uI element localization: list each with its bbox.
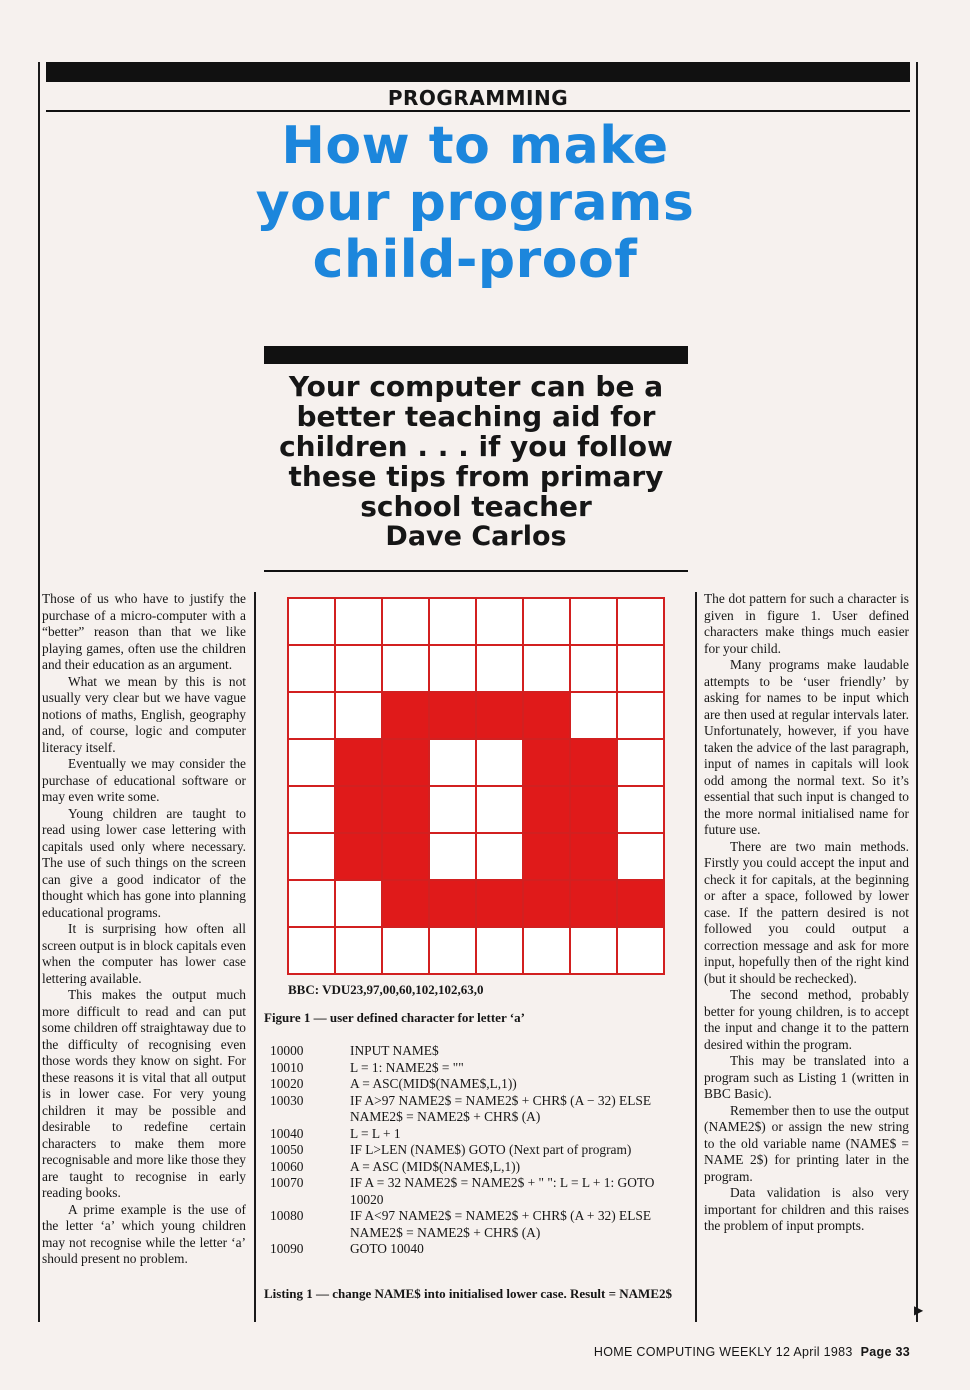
paragraph: Those of us who have to justify the purchase of a micro-computer with a “better” reason than that we like playing games, often use the children and their education as an argument. <box>42 591 246 672</box>
right-column <box>704 591 909 1235</box>
left-column <box>42 591 246 1268</box>
grid-cell-off <box>617 645 664 692</box>
grid-cell-on <box>382 880 429 927</box>
grid-cell-off <box>617 833 664 880</box>
line-code: A = ASC (MID$(NAME$,L,1)) <box>350 1158 521 1174</box>
paragraph: Remember then to use the output (NAME2$) or assign the new string to the old variable name (NAME$ = NAME 2$) for printing later in the program. <box>704 1102 909 1184</box>
line-code: INPUT NAME$ <box>350 1043 439 1058</box>
grid-cell-on <box>523 786 570 833</box>
grid-cell-off <box>617 786 664 833</box>
grid-cell-off <box>570 692 617 739</box>
grid-cell-off <box>288 927 335 974</box>
grid-cell-off <box>476 645 523 692</box>
paragraph: A prime example is the use of the letter ‘a’ which young children may not recognise while the letter ‘a’ should present no problem. <box>42 1201 246 1266</box>
listing-line <box>270 1208 688 1241</box>
grid-cell-off <box>429 645 476 692</box>
grid-cell-on <box>617 880 664 927</box>
line-number: 10050 <box>270 1142 304 1157</box>
headline: How to make your programs child-proof <box>255 116 695 290</box>
line-number: 10040 <box>270 1125 304 1141</box>
grid-cell-off <box>523 645 570 692</box>
paragraph: The dot pattern for such a character is given in figure 1. User defined characters make things much easier for your child. <box>704 591 909 656</box>
grid-cell-on <box>335 833 382 880</box>
grid-cell-off <box>429 598 476 645</box>
grid-cell-on <box>570 880 617 927</box>
page-border-right <box>916 62 918 1322</box>
grid-cell-off <box>429 786 476 833</box>
grid-cell-off <box>617 692 664 739</box>
page-border-left <box>38 62 40 1322</box>
grid-cell-off <box>335 692 382 739</box>
grid-cell-off <box>288 598 335 645</box>
page-footer <box>560 1345 910 1359</box>
listing-line <box>270 1093 688 1126</box>
header-bar <box>46 62 910 82</box>
line-number: 10010 <box>270 1059 304 1075</box>
grid-cell-on <box>570 786 617 833</box>
grid-cell-off <box>523 927 570 974</box>
grid-cell-on <box>476 880 523 927</box>
grid-cell-off <box>335 880 382 927</box>
grid-cell-on <box>335 739 382 786</box>
paragraph: Eventually we may consider the purchase of educational software or may even write some. <box>42 756 246 804</box>
grid-cell-off <box>570 927 617 974</box>
listing-line <box>270 1060 688 1077</box>
standfirst-text: Your computer can be a better teaching aid for children . . . if you follow these tips from primary school teacher <box>279 370 673 523</box>
standfirst <box>258 372 694 552</box>
grid-cell-on <box>382 833 429 880</box>
headline-bar <box>264 346 688 364</box>
listing-line <box>270 1175 688 1208</box>
grid-cell-off <box>382 927 429 974</box>
line-code: IF A<97 NAME2$ = NAME2$ + CHR$ (A + 32) ELSE NAME2$ = NAME2$ + CHR$ (A) <box>350 1208 652 1240</box>
line-code: L = L + 1 <box>350 1125 401 1141</box>
paragraph: There are two main methods. Firstly you could accept the input and check it for capitals, at the beginning or after a space, followed by lower case. If the pattern desired is not followed you could output a correction message and ask for more input, hopefully then of the right kind (but it should be rechecked). <box>704 838 909 986</box>
program-listing <box>270 1043 688 1258</box>
grid-cell-on <box>429 880 476 927</box>
paragraph: It is surprising how often all screen output is in block capitals even when the computer has lower case lettering available. <box>42 921 246 986</box>
grid-cell-off <box>288 692 335 739</box>
listing-line <box>270 1126 688 1143</box>
grid-cell-on <box>523 739 570 786</box>
grid-cell-off <box>476 786 523 833</box>
line-code: A = ASC(MID$(NAME$,L,1)) <box>350 1076 517 1091</box>
grid-cell-off <box>617 598 664 645</box>
line-number: 10020 <box>270 1076 304 1091</box>
listing-line <box>270 1142 688 1159</box>
grid-cell-off <box>617 927 664 974</box>
grid-cell-off <box>335 927 382 974</box>
paragraph: Data validation is also very important for children and this raises the problem of input prompts. <box>704 1185 909 1233</box>
author-byline: Dave Carlos <box>385 521 567 552</box>
grid-cell-off <box>476 927 523 974</box>
grid-cell-off <box>523 598 570 645</box>
section-kicker: PROGRAMMING <box>387 86 569 110</box>
kicker-rule <box>46 110 910 112</box>
listing-line <box>270 1241 688 1258</box>
grid-cell-on <box>476 692 523 739</box>
grid-cell-off <box>335 598 382 645</box>
line-number: 10000 <box>270 1043 304 1058</box>
line-number: 10030 <box>270 1092 304 1108</box>
grid-cell-off <box>288 786 335 833</box>
listing-caption: Listing 1 — change NAME$ into initialised lower case. Result = NAME2$ <box>264 1286 672 1301</box>
grid-cell-on <box>429 692 476 739</box>
grid-cell-off <box>476 739 523 786</box>
listing-line <box>270 1043 688 1060</box>
grid-cell-on <box>382 786 429 833</box>
listing-line <box>270 1076 688 1093</box>
bbc-vdu-line: BBC: VDU23,97,00,60,102,102,63,0 <box>288 982 484 997</box>
grid-cell-off <box>617 739 664 786</box>
column-divider-right <box>695 592 697 1322</box>
line-number: 10090 <box>270 1241 304 1256</box>
grid-cell-off <box>429 833 476 880</box>
paragraph: What we mean by this is not usually very clear but we have vague notions of maths, English, geography and, of course, logic and computer literacy itself. <box>42 673 246 755</box>
line-number: 10060 <box>270 1158 304 1174</box>
line-number: 10070 <box>270 1175 304 1190</box>
figure-caption: Figure 1 — user defined character for letter ‘a’ <box>264 1010 525 1025</box>
grid-cell-on <box>382 692 429 739</box>
page-number: Page 33 <box>860 1345 910 1359</box>
standfirst-rule <box>264 570 688 572</box>
grid-cell-off <box>429 739 476 786</box>
grid-cell-off <box>476 598 523 645</box>
grid-cell-off <box>382 645 429 692</box>
grid-cell-off <box>288 880 335 927</box>
grid-cell-on <box>523 833 570 880</box>
line-code: IF A = 32 NAME2$ = NAME2$ + " ": L = L + 1: GOTO 10020 <box>350 1175 655 1207</box>
grid-cell-off <box>382 598 429 645</box>
character-dot-grid <box>286 596 666 976</box>
grid-cell-off <box>429 927 476 974</box>
paragraph: The second method, probably better for young children, is to accept the input and change it to the pattern desired within the program. <box>704 987 909 1052</box>
publication-line: HOME COMPUTING WEEKLY 12 April 1983 <box>593 1345 853 1359</box>
paragraph: Many programs make laudable attempts to be ‘user friendly’ by asking for names to be input which are then used at regular intervals later. Unfortunately, however, if you have taken the advice of the last paragraph, input of names in capitals will look odd among the normal text. So it’s essential that such input is changed to the more normal initialised name for future use. <box>704 657 909 837</box>
grid-cell-on <box>523 692 570 739</box>
grid-cell-off <box>476 833 523 880</box>
grid-cell-off <box>570 598 617 645</box>
column-divider-left <box>254 592 256 1322</box>
grid-cell-off <box>570 645 617 692</box>
line-code: IF A>97 NAME2$ = NAME2$ + CHR$ (A − 32) ELSE NAME2$ = NAME2$ + CHR$ (A) <box>350 1092 652 1124</box>
grid-cell-off <box>335 645 382 692</box>
grid-cell-on <box>570 833 617 880</box>
grid-cell-on <box>523 880 570 927</box>
grid-cell-on <box>382 739 429 786</box>
continued-arrow-icon: ▶ <box>914 1303 924 1317</box>
line-code: IF L>LEN (NAME$) GOTO (Next part of program) <box>350 1142 632 1157</box>
line-code: L = 1: NAME2$ = "" <box>350 1059 464 1075</box>
grid-cell-off <box>288 833 335 880</box>
grid-cell-off <box>288 739 335 786</box>
paragraph: This may be translated into a program such as Listing 1 (written in BBC Basic). <box>704 1053 909 1101</box>
line-code: GOTO 10040 <box>350 1241 424 1256</box>
line-number: 10080 <box>270 1208 304 1223</box>
grid-cell-off <box>288 645 335 692</box>
grid-cell-on <box>570 739 617 786</box>
paragraph: This makes the output much more difficult to read and can put some children off straightaway due to the difficulty of recognising even those words they know on sight. For these reasons it is vital that all output is in lower case. For very young children it may be possible and desirable to redefine certain characters to make them more recognisable and more like those they are taught to recognise in early reading books. <box>42 987 246 1200</box>
grid-cell-on <box>335 786 382 833</box>
listing-line <box>270 1159 688 1176</box>
paragraph: Young children are taught to read using lower case lettering with capitals used only where necessary. The use of such things on the screen can give a good indicator of the thought which has gone into planning educational programs. <box>42 805 246 920</box>
